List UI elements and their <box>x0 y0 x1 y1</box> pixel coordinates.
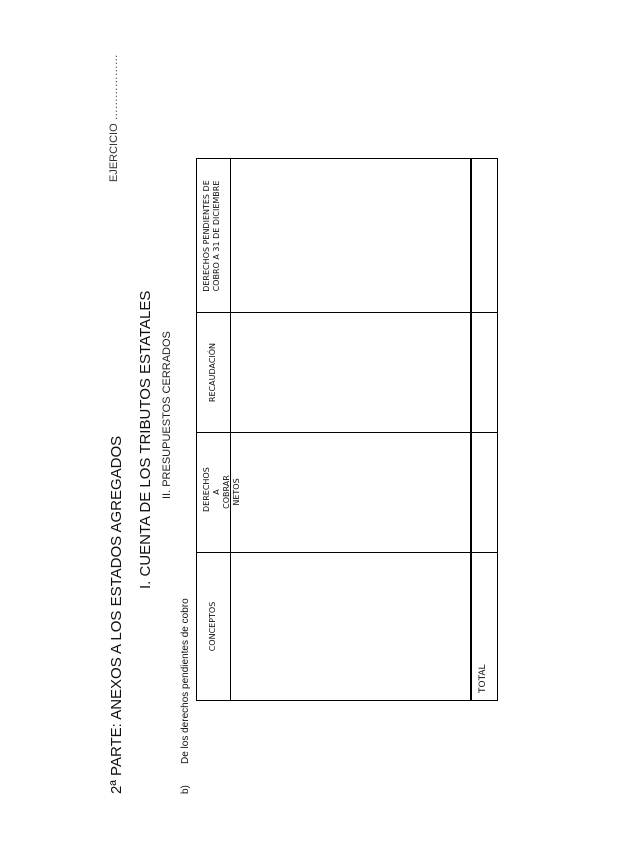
column-divider-3 <box>196 312 498 313</box>
section-text: De los derechos pendientes de cobro <box>180 598 191 764</box>
main-title: I. CUENTA DE LOS TRIBUTOS ESTATALES <box>137 290 154 589</box>
sub-title: II. PRESUPUESTOS CERRADOS <box>161 331 173 499</box>
ejercicio-dots: ……………… <box>108 54 120 121</box>
column-divider-1 <box>196 552 498 553</box>
table-top-border <box>196 158 197 701</box>
column-header-derechos-netos: DERECHOS A COBRAR NETOS <box>202 467 241 512</box>
column-header-recaudacion: RECAUDACIÓN <box>208 342 217 403</box>
table-right-border <box>196 158 498 159</box>
cobro-table <box>196 158 498 701</box>
table-left-border <box>196 700 498 701</box>
table-header-rule <box>230 158 231 701</box>
total-label: TOTAL <box>478 664 488 693</box>
ejercicio-field <box>108 54 120 182</box>
column-header-conceptos: CONCEPTOS <box>208 601 217 652</box>
ejercicio-label: EJERCICIO <box>108 123 120 182</box>
column-divider-2 <box>196 432 498 433</box>
part-title: 2ª PARTE: ANEXOS A LOS ESTADOS AGREGADOS <box>108 435 125 794</box>
column-header-pendientes: DERECHOS PENDIENTES DE COBRO A 31 DE DICIEMBRE <box>202 180 221 292</box>
section-heading <box>180 598 191 794</box>
table-bottom-border <box>497 158 498 701</box>
table-total-rule <box>470 158 472 701</box>
section-letter: b) <box>180 785 191 794</box>
